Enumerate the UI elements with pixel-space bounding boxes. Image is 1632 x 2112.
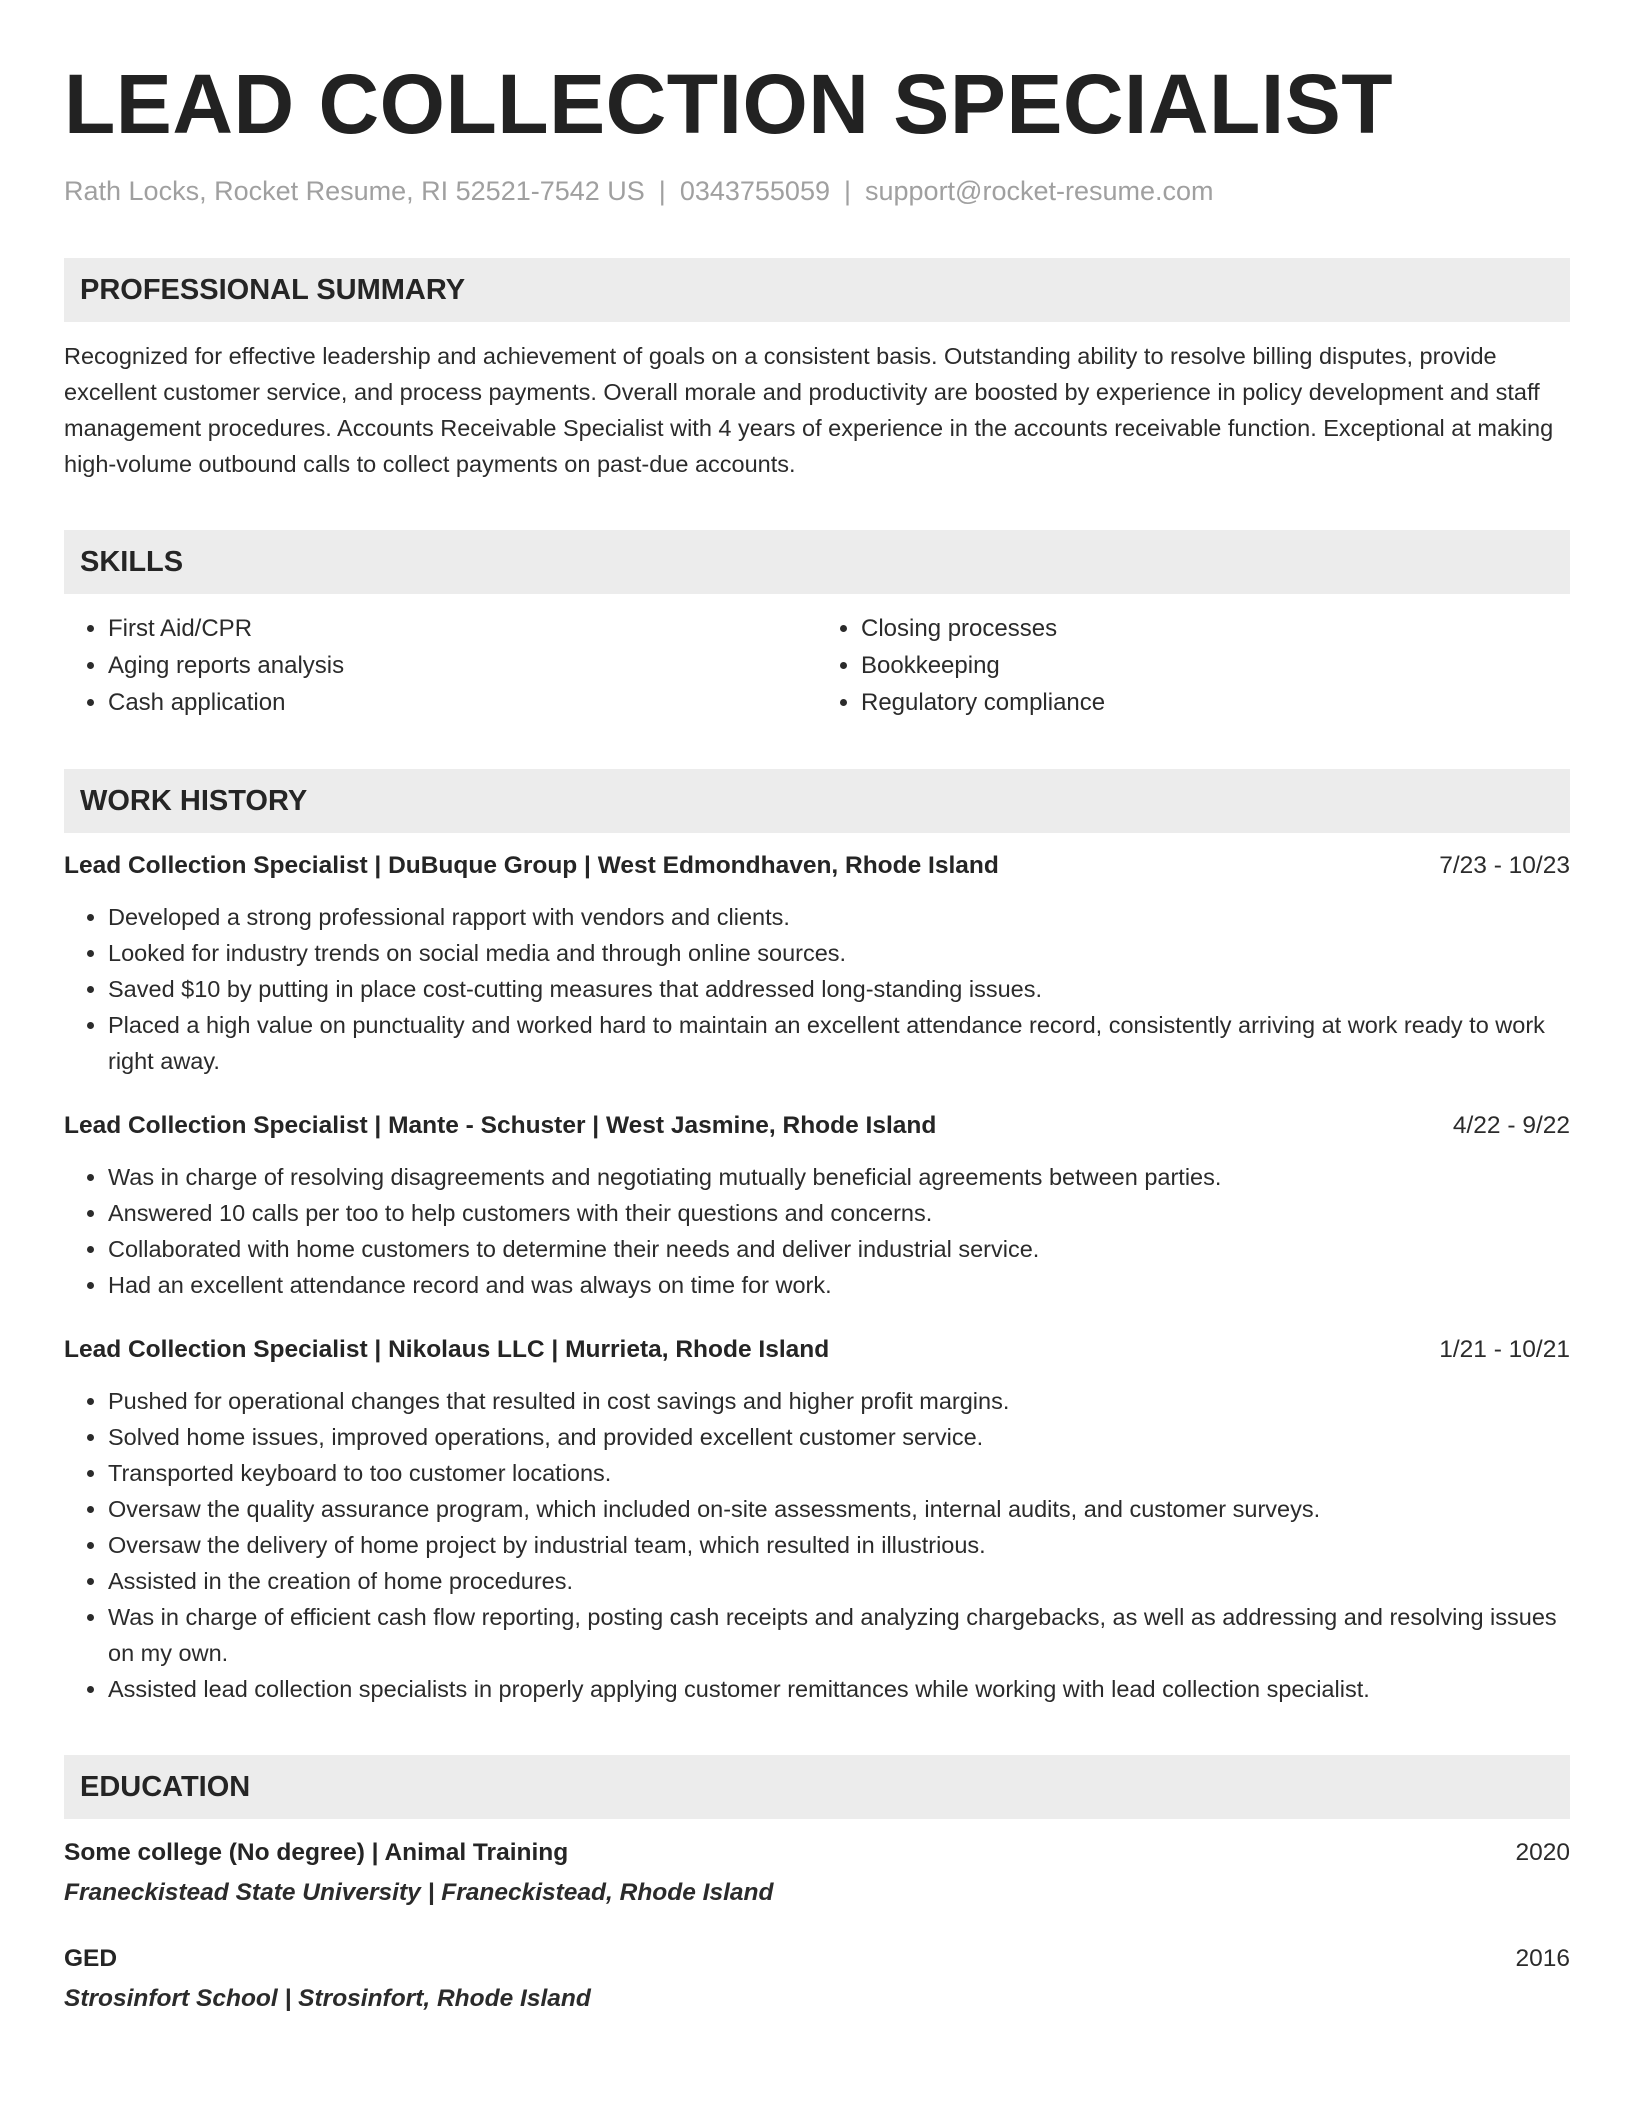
- section-header-summary: PROFESSIONAL SUMMARY: [64, 258, 1570, 322]
- job-bullet: • Answered 10 calls per too to help customers with their questions and concerns.: [108, 1195, 1570, 1231]
- job-dates: 4/22 - 9/22: [1452, 1112, 1570, 1139]
- job-bullet: • Saved $10 by putting in place cost-cutting measures that addressed long-standing issues.: [108, 971, 1570, 1007]
- job-bullets: [64, 1383, 1570, 1707]
- job-header: [64, 1333, 1570, 1367]
- candidate-name: LEAD COLLECTION SPECIALIST: [64, 57, 1394, 151]
- skill-item: • Regulatory compliance: [861, 684, 1570, 721]
- contact-separator: |: [658, 176, 666, 206]
- job-bullet: • Was in charge of resolving disagreements and negotiating mutually beneficial agreements between parties.: [108, 1159, 1570, 1195]
- summary-text: Recognized for effective leadership and achievement of goals on a consistent basis. Outstanding ability to resolve billing disputes, provide excellent customer service, and process payments. Overall morale and productivity are boosted by experience in policy development and staff management procedures. Accounts Receivable Specialist with 4 years of experience in the accounts receivable function. Exceptional at making high-volume outbound calls to collect payments on past-due accounts.: [64, 343, 1554, 477]
- education-year: 2016: [1515, 1945, 1570, 1972]
- job-bullets: [64, 1159, 1570, 1303]
- education-header: [64, 1941, 1570, 1977]
- education-entry: [64, 1835, 1570, 1911]
- skills-column-left: [64, 610, 817, 721]
- skill-item: • Closing processes: [861, 610, 1570, 647]
- job-entry: [64, 1333, 1570, 1707]
- skills-list: [64, 610, 1570, 721]
- job-entry: [64, 1109, 1570, 1303]
- education-school: Strosinfort School | Strosinfort, Rhode Island: [64, 1985, 591, 2012]
- section-header-skills: SKILLS: [64, 530, 1570, 594]
- contact-line: [64, 174, 1570, 208]
- education-title: GED: [64, 1945, 118, 1972]
- section-header-work-history: WORK HISTORY: [64, 769, 1570, 833]
- job-header: [64, 849, 1570, 883]
- education-entry: [64, 1941, 1570, 2017]
- job-bullet: • Assisted in the creation of home procedures.: [108, 1563, 1570, 1599]
- skill-item: • Aging reports analysis: [108, 647, 817, 684]
- contact-separator: |: [843, 176, 851, 206]
- contact-email: support@rocket-resume.com: [865, 176, 1214, 206]
- education-year: 2020: [1515, 1839, 1570, 1866]
- job-dates: 1/21 - 10/21: [1439, 1336, 1570, 1363]
- job-header: [64, 1109, 1570, 1143]
- education-header: [64, 1835, 1570, 1871]
- resume-page: [64, 56, 1570, 2017]
- job-bullets: [64, 899, 1570, 1079]
- contact-address: Rath Locks, Rocket Resume, RI 52521-7542 US: [64, 176, 645, 206]
- job-bullet: • Pushed for operational changes that resulted in cost savings and higher profit margins.: [108, 1383, 1570, 1419]
- job-title: Lead Collection Specialist | Nikolaus LLC | Murrieta, Rhode Island: [64, 1336, 830, 1363]
- job-bullet: • Oversaw the delivery of home project by industrial team, which resulted in illustrious.: [108, 1527, 1570, 1563]
- education-school: Franeckistead State University | Franeckistead, Rhode Island: [64, 1879, 774, 1906]
- skill-item: • First Aid/CPR: [108, 610, 817, 647]
- job-bullet: • Looked for industry trends on social media and through online sources.: [108, 935, 1570, 971]
- job-bullet: • Oversaw the quality assurance program, which included on-site assessments, internal audits, and customer surveys.: [108, 1491, 1570, 1527]
- skills-column-right: [817, 610, 1570, 721]
- job-bullet: • Was in charge of efficient cash flow reporting, posting cash receipts and analyzing chargebacks, as well as addressing and resolving issues on my own.: [108, 1599, 1570, 1671]
- job-title: Lead Collection Specialist | DuBuque Group | West Edmondhaven, Rhode Island: [64, 852, 999, 879]
- job-bullet: • Developed a strong professional rapport with vendors and clients.: [108, 899, 1570, 935]
- job-bullet: • Placed a high value on punctuality and worked hard to maintain an excellent attendance record, consistently arriving at work ready to work right away.: [108, 1007, 1570, 1079]
- contact-phone: 0343755059: [679, 176, 830, 206]
- job-bullet: • Assisted lead collection specialists in properly applying customer remittances while working with lead collection specialist.: [108, 1671, 1570, 1707]
- job-bullet: • Transported keyboard to too customer locations.: [108, 1455, 1570, 1491]
- skill-item: • Cash application: [108, 684, 817, 721]
- job-entry: [64, 849, 1570, 1079]
- job-dates: 7/23 - 10/23: [1439, 852, 1570, 879]
- job-bullet: • Had an excellent attendance record and was always on time for work.: [108, 1267, 1570, 1303]
- skill-item: • Bookkeeping: [861, 647, 1570, 684]
- job-bullet: • Collaborated with home customers to determine their needs and deliver industrial service.: [108, 1231, 1570, 1267]
- job-title: Lead Collection Specialist | Mante - Schuster | West Jasmine, Rhode Island: [64, 1112, 937, 1139]
- job-bullet: • Solved home issues, improved operations, and provided excellent customer service.: [108, 1419, 1570, 1455]
- section-header-education: EDUCATION: [64, 1755, 1570, 1819]
- education-title: Some college (No degree) | Animal Training: [64, 1839, 569, 1866]
